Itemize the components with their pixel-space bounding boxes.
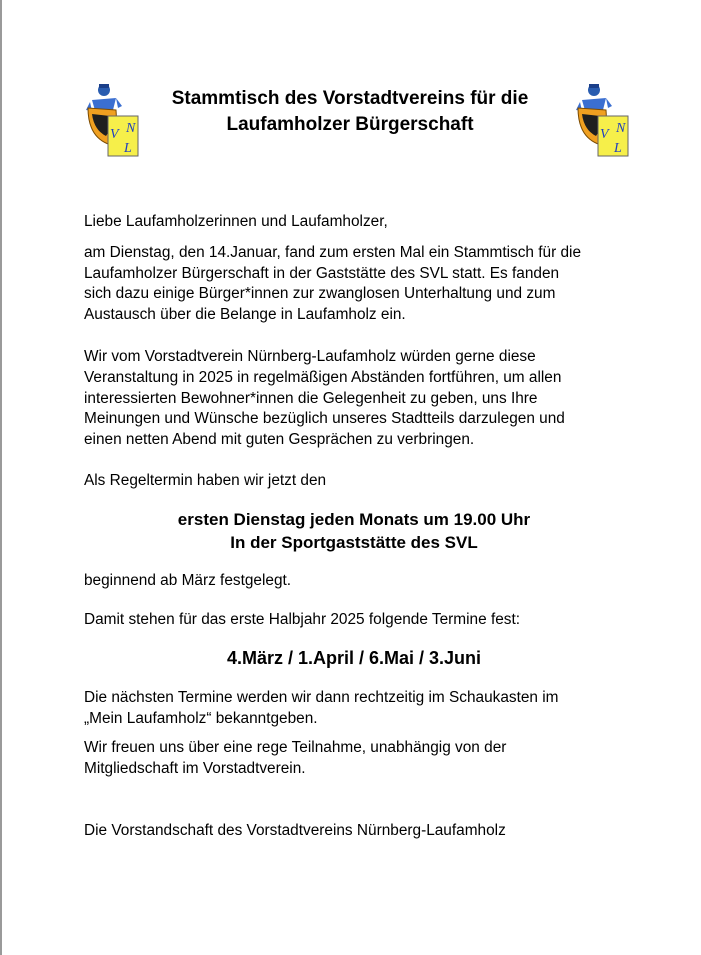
svg-text:L: L	[614, 141, 622, 156]
start-note: beginnend ab März festgelegt.	[84, 571, 292, 589]
highlight-line-2: In der Sportgaststätte des SVL	[230, 532, 478, 552]
vnl-logo-left	[82, 80, 142, 158]
vnl-logo-right	[572, 80, 632, 158]
svg-text:V: V	[600, 127, 609, 142]
regeltermin-intro: Als Regeltermin haben wir jetzt den	[84, 471, 327, 489]
title-line-2: Laufamholzer Bürgerschaft	[226, 114, 474, 135]
dates-list: 4.März / 1.April / 6.Mai / 3.Juni	[226, 648, 482, 669]
paragraph-1: am Dienstag, den 14.Januar, fand zum ersten Mal ein Stammtisch für die Laufamholzer Bürgerschaft in der Gaststätte des SVL statt. Es fanden sich dazu einige Bürger*innen zur zwanglosen Unterhaltung und zum Austausch über die Belange in Laufamholz ein.	[84, 243, 582, 324]
regeltermin-highlight	[84, 508, 624, 554]
svg-text:V: V	[110, 127, 119, 142]
letter-body	[84, 212, 624, 841]
paragraph-3: Die nächsten Termine werden wir dann rechtzeitig im Schaukasten im „Mein Laufamholz“ bekanntgeben.	[84, 689, 559, 728]
paragraph-2: Wir vom Vorstadtverein Nürnberg-Laufamholz würden gerne diese Veranstaltung in 2025 in regelmäßigen Abständen fortführen, um allen interessierten Bewohner*innen die Gelegenheit zu geben, uns Ihre Meinungen und Wünsche bezüglich unseres Stadtteils darzulegen und einen netten Abend mit guten Gesprächen zu verbringen.	[84, 347, 565, 449]
signature: Die Vorstandschaft des Vorstadtvereins Nürnberg-Laufamholz	[84, 821, 506, 839]
termine-intro: Damit stehen für das erste Halbjahr 2025 folgende Termine fest:	[84, 610, 521, 628]
page-left-border	[0, 0, 2, 955]
page-title	[140, 86, 560, 138]
svg-text:N: N	[616, 121, 626, 136]
title-line-1: Stammtisch des Vorstadtvereins für die	[171, 88, 529, 109]
highlight-line-1: ersten Dienstag jeden Monats um 19.00 Uhr	[177, 509, 531, 529]
greeting: Liebe Laufamholzerinnen und Laufamholzer,	[84, 213, 388, 230]
paragraph-4: Wir freuen uns über eine rege Teilnahme, unabhängig von der Mitgliedschaft im Vorstadtverein.	[84, 738, 507, 777]
svg-text:N: N	[126, 121, 136, 136]
svg-text:L: L	[124, 141, 132, 156]
